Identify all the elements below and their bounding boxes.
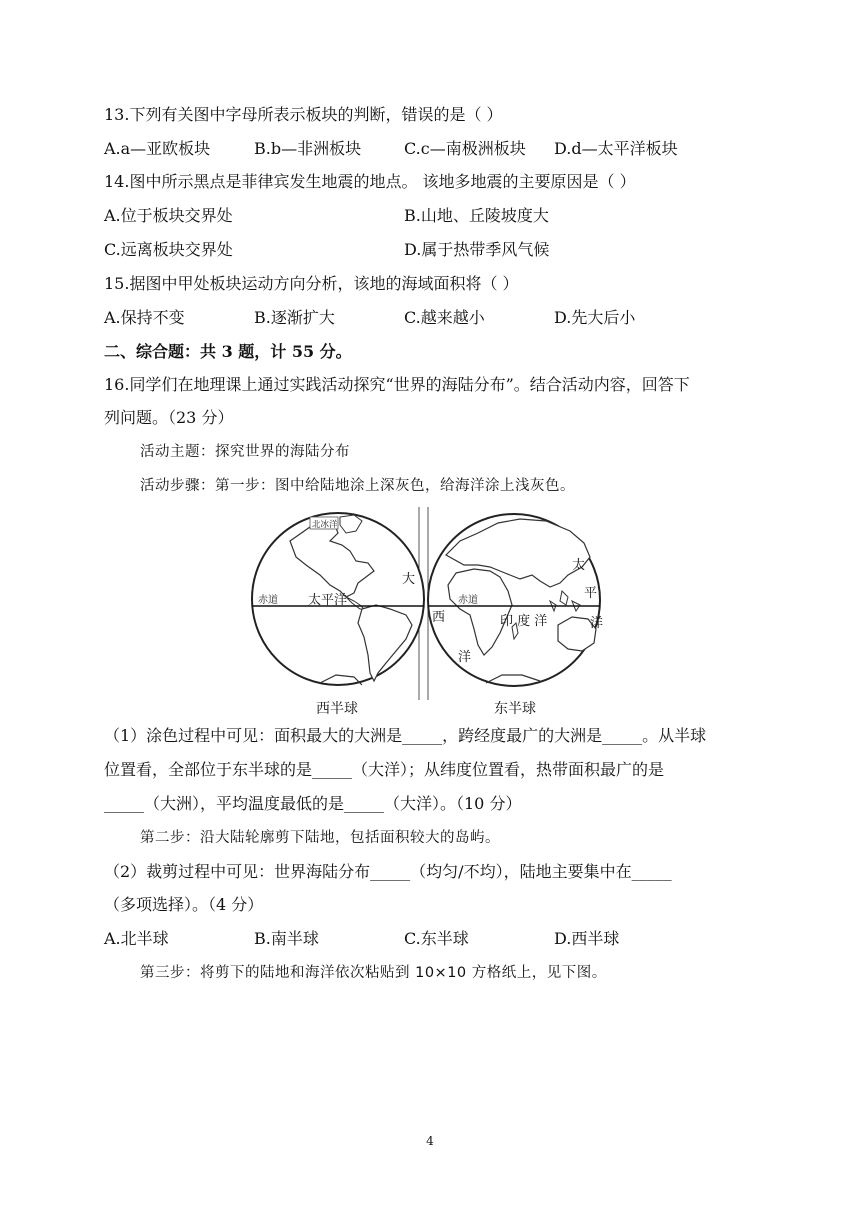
q16-sub2-option-d: D.西半球 xyxy=(554,929,620,948)
q14-option-c: C.远离板块交界处 xyxy=(104,240,233,259)
q16-stem-line1: 16.同学们在地理课上通过实践活动探究“世界的海陆分布”。结合活动内容，回答下 xyxy=(104,375,690,394)
pacific-label-east-1: 太 xyxy=(572,558,586,573)
activity-step2: 第二步：沿大陆轮廓剪下陆地，包括面积较大的岛屿。 xyxy=(140,830,500,846)
pacific-label-east-3: 洋 xyxy=(590,616,604,631)
atlantic-label-east-2: 洋 xyxy=(458,650,472,665)
q15-option-b: B.逐渐扩大 xyxy=(254,308,335,327)
activity-step1: 活动步骤：第一步：图中给陆地涂上深灰色，给海洋涂上浅灰色。 xyxy=(140,478,575,494)
eastern-hemisphere xyxy=(428,514,603,686)
equator-label-west: 赤道 xyxy=(258,595,278,606)
equator-label-east: 赤道 xyxy=(458,595,478,606)
q13-option-c: C.c—南极洲板块 xyxy=(404,139,526,158)
western-hemisphere xyxy=(252,513,424,685)
q13-option-a: A.a—亚欧板块 xyxy=(104,139,211,158)
q15-option-c: C.越来越小 xyxy=(404,308,485,327)
q16-sub2-option-c: C.东半球 xyxy=(404,929,469,948)
q16-sub1-line2: 位置看，全部位于东半球的是_____（大洋）；从纬度位置看，热带面积最广的是 xyxy=(104,760,665,779)
q13-option-b: B.b—非洲板块 xyxy=(254,139,362,158)
hemisphere-map xyxy=(250,505,612,720)
eastern-hemisphere-caption: 东半球 xyxy=(494,701,536,717)
section-title: 二、综合题：共 3 题，计 55 分。 xyxy=(104,342,352,361)
q14-option-d: D.属于热带季风气候 xyxy=(404,240,550,259)
activity-theme: 活动主题：探究世界的海陆分布 xyxy=(140,444,350,460)
q15-option-d: D.先大后小 xyxy=(554,308,636,327)
q16-sub1-line1: （1）涂色过程中可见：面积最大的大洲是_____，跨经度最广的大洲是_____。从半球 xyxy=(104,726,707,745)
western-hemisphere-caption: 西半球 xyxy=(316,701,358,717)
indian-ocean-label: 印 度 洋 xyxy=(500,614,548,629)
q14-option-a: A.位于板块交界处 xyxy=(104,206,233,225)
page-number: 4 xyxy=(426,1134,434,1148)
q13-option-d: D.d—太平洋板块 xyxy=(554,139,678,158)
q16-sub2-line1: （2）裁剪过程中可见：世界海陆分布_____（均匀/不均），陆地主要集中在_____ xyxy=(104,862,672,881)
q14-stem: 14.图中所示黑点是菲律宾发生地震的地点。 该地多地震的主要原因是（ ） xyxy=(104,172,636,191)
q15-stem: 15.据图中甲处板块运动方向分析，该地的海域面积将（ ） xyxy=(104,274,519,293)
q14-option-b: B.山地、丘陵坡度大 xyxy=(404,206,549,225)
q13-stem: 13.下列有关图中字母所表示板块的判断，错误的是（ ） xyxy=(104,105,503,124)
q15-option-a: A.保持不变 xyxy=(104,308,185,327)
q16-sub1-line3: _____（大洲），平均温度最低的是_____（大洋）。（10 分） xyxy=(104,794,522,813)
activity-step3: 第三步：将剪下的陆地和海洋依次粘贴到 10×10 方格纸上，见下图。 xyxy=(140,965,607,981)
pacific-label-east-2: 平 xyxy=(584,586,598,601)
pacific-label-west: 太平洋 xyxy=(308,593,348,608)
q16-stem-line2: 列问题。（23 分） xyxy=(104,408,234,427)
q16-sub2-line2: （多项选择）。（4 分） xyxy=(104,895,264,914)
q16-sub2-option-a: A.北半球 xyxy=(104,929,169,948)
atlantic-label-east-1: 西 xyxy=(432,610,446,625)
atlantic-label-west: 大 xyxy=(402,572,416,587)
arctic-label: 北冰洋 xyxy=(312,520,338,530)
q16-sub2-option-b: B.南半球 xyxy=(254,929,319,948)
